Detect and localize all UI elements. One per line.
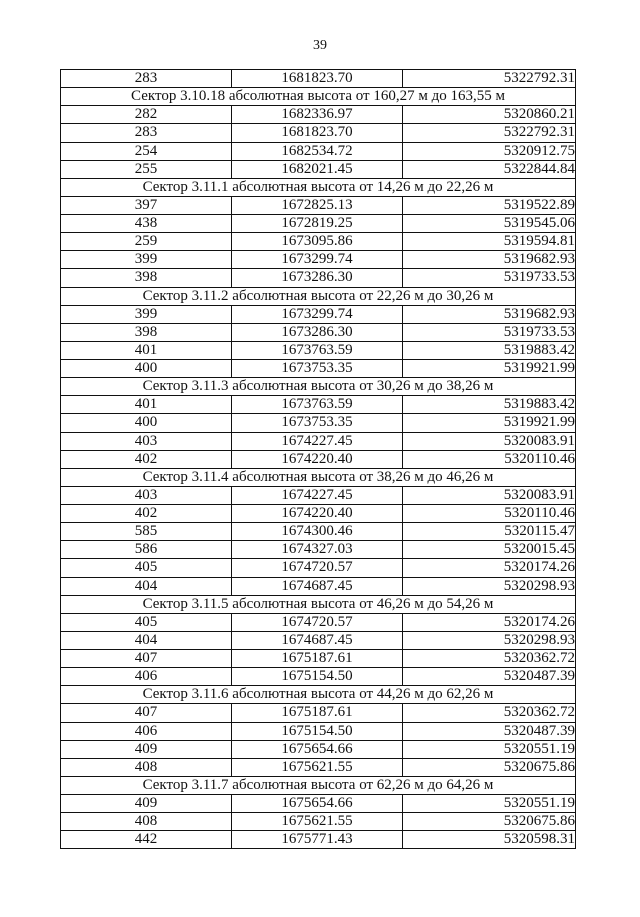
point-number: 400 — [61, 360, 232, 378]
table-row — [61, 196, 576, 214]
coordinate-x: 1674720.57 — [232, 559, 403, 577]
point-number: 407 — [61, 704, 232, 722]
table-row — [61, 450, 576, 468]
point-number: 399 — [61, 305, 232, 323]
coordinate-y: 5322792.31 — [403, 124, 576, 142]
coordinate-x: 1672825.13 — [232, 196, 403, 214]
point-number: 401 — [61, 341, 232, 359]
sector-header-row — [61, 776, 576, 794]
sector-title: Сектор 3.11.5 абсолютная высота от 46,26 м до 54,26 м — [61, 595, 576, 613]
coordinate-y: 5320083.91 — [403, 486, 576, 504]
point-number: 406 — [61, 722, 232, 740]
sector-title: Сектор 3.11.7 абсолютная высота от 62,26 м до 64,26 м — [61, 776, 576, 794]
table-row — [61, 613, 576, 631]
coordinate-y: 5320083.91 — [403, 432, 576, 450]
coordinate-y: 5319921.99 — [403, 414, 576, 432]
coordinate-y: 5320551.19 — [403, 740, 576, 758]
coordinate-x: 1682534.72 — [232, 142, 403, 160]
coordinate-x: 1673286.30 — [232, 269, 403, 287]
sector-header-row — [61, 88, 576, 106]
point-number: 399 — [61, 251, 232, 269]
point-number: 408 — [61, 813, 232, 831]
coordinate-x: 1674300.46 — [232, 523, 403, 541]
table-row — [61, 740, 576, 758]
table-row — [61, 795, 576, 813]
sector-header-row — [61, 378, 576, 396]
coordinate-y: 5319682.93 — [403, 305, 576, 323]
coordinate-x: 1674227.45 — [232, 486, 403, 504]
coordinate-x: 1675154.50 — [232, 668, 403, 686]
table-row — [61, 650, 576, 668]
coordinate-x: 1673299.74 — [232, 305, 403, 323]
point-number: 283 — [61, 70, 232, 88]
table-row — [61, 486, 576, 504]
table-row — [61, 432, 576, 450]
table-row — [61, 269, 576, 287]
coordinate-x: 1675621.55 — [232, 758, 403, 776]
coordinate-y: 5319733.53 — [403, 323, 576, 341]
point-number: 404 — [61, 631, 232, 649]
point-number: 397 — [61, 196, 232, 214]
table-row — [61, 523, 576, 541]
point-number: 408 — [61, 758, 232, 776]
coordinate-y: 5320115.47 — [403, 523, 576, 541]
coordinate-x: 1675187.61 — [232, 704, 403, 722]
coordinate-x: 1681823.70 — [232, 124, 403, 142]
point-number: 405 — [61, 559, 232, 577]
sector-title: Сектор 3.11.4 абсолютная высота от 38,26 м до 46,26 м — [61, 468, 576, 486]
table-row — [61, 233, 576, 251]
table-row — [61, 813, 576, 831]
coordinate-y: 5320675.86 — [403, 813, 576, 831]
coordinate-y: 5320298.93 — [403, 631, 576, 649]
page-number: 39 — [313, 38, 327, 53]
table-row — [61, 505, 576, 523]
table-row — [61, 414, 576, 432]
table-row — [61, 577, 576, 595]
sector-title: Сектор 3.11.6 абсолютная высота от 44,26 м до 62,26 м — [61, 686, 576, 704]
coordinate-y: 5320362.72 — [403, 704, 576, 722]
coordinate-y: 5319522.89 — [403, 196, 576, 214]
coordinate-x: 1674227.45 — [232, 432, 403, 450]
table-row — [61, 106, 576, 124]
table-row — [61, 215, 576, 233]
coordinate-x: 1682021.45 — [232, 160, 403, 178]
table-row — [61, 251, 576, 269]
table-row — [61, 305, 576, 323]
point-number: 402 — [61, 505, 232, 523]
coordinate-x: 1674687.45 — [232, 631, 403, 649]
point-number: 403 — [61, 486, 232, 504]
point-number: 259 — [61, 233, 232, 251]
coordinate-x: 1675654.66 — [232, 795, 403, 813]
sector-header-row — [61, 178, 576, 196]
sector-title: Сектор 3.11.1 абсолютная высота от 14,26 м до 22,26 м — [61, 178, 576, 196]
coordinate-y: 5320298.93 — [403, 577, 576, 595]
point-number: 403 — [61, 432, 232, 450]
coordinate-x: 1675187.61 — [232, 650, 403, 668]
point-number: 282 — [61, 106, 232, 124]
coordinate-x: 1673286.30 — [232, 323, 403, 341]
coordinate-y: 5320487.39 — [403, 668, 576, 686]
coordinate-y: 5320487.39 — [403, 722, 576, 740]
sector-header-row — [61, 287, 576, 305]
coordinate-y: 5322844.84 — [403, 160, 576, 178]
coordinate-x: 1673753.35 — [232, 360, 403, 378]
point-number: 398 — [61, 323, 232, 341]
coordinate-y: 5320675.86 — [403, 758, 576, 776]
coordinate-y: 5320174.26 — [403, 559, 576, 577]
coordinate-y: 5319733.53 — [403, 269, 576, 287]
table-row — [61, 831, 576, 849]
table-row — [61, 631, 576, 649]
point-number: 398 — [61, 269, 232, 287]
point-number: 438 — [61, 215, 232, 233]
table-row — [61, 142, 576, 160]
coordinate-x: 1673763.59 — [232, 341, 403, 359]
table-row — [61, 758, 576, 776]
point-number: 585 — [61, 523, 232, 541]
table-row — [61, 704, 576, 722]
coordinate-y: 5322792.31 — [403, 70, 576, 88]
sector-header-row — [61, 468, 576, 486]
point-number: 283 — [61, 124, 232, 142]
point-number: 407 — [61, 650, 232, 668]
coordinate-y: 5319545.06 — [403, 215, 576, 233]
coordinate-y: 5319883.42 — [403, 396, 576, 414]
sector-title: Сектор 3.11.2 абсолютная высота от 22,26 м до 30,26 м — [61, 287, 576, 305]
point-number: 254 — [61, 142, 232, 160]
coordinate-y: 5319921.99 — [403, 360, 576, 378]
coordinate-x: 1673095.86 — [232, 233, 403, 251]
coordinate-x: 1675154.50 — [232, 722, 403, 740]
coordinate-x: 1672819.25 — [232, 215, 403, 233]
coordinate-x: 1682336.97 — [232, 106, 403, 124]
table-row — [61, 541, 576, 559]
table-row — [61, 323, 576, 341]
coordinate-x: 1675771.43 — [232, 831, 403, 849]
coordinate-x: 1674720.57 — [232, 613, 403, 631]
point-number: 401 — [61, 396, 232, 414]
sector-title: Сектор 3.11.3 абсолютная высота от 30,26 м до 38,26 м — [61, 378, 576, 396]
table-row — [61, 559, 576, 577]
coordinate-y: 5319594.81 — [403, 233, 576, 251]
table-row — [61, 360, 576, 378]
coordinate-y: 5320110.46 — [403, 450, 576, 468]
table-row — [61, 722, 576, 740]
point-number: 409 — [61, 740, 232, 758]
table-row — [61, 396, 576, 414]
sector-header-row — [61, 595, 576, 613]
coordinate-y: 5320174.26 — [403, 613, 576, 631]
coordinate-x: 1675621.55 — [232, 813, 403, 831]
table-row — [61, 160, 576, 178]
coordinate-x: 1674327.03 — [232, 541, 403, 559]
point-number: 404 — [61, 577, 232, 595]
coordinate-x: 1675654.66 — [232, 740, 403, 758]
table-row — [61, 124, 576, 142]
coordinate-x: 1673763.59 — [232, 396, 403, 414]
table-row — [61, 668, 576, 686]
coordinate-x: 1674220.40 — [232, 505, 403, 523]
coordinate-y: 5320015.45 — [403, 541, 576, 559]
coordinate-y: 5320860.21 — [403, 106, 576, 124]
coordinate-y: 5320362.72 — [403, 650, 576, 668]
coordinate-y: 5320110.46 — [403, 505, 576, 523]
point-number: 409 — [61, 795, 232, 813]
point-number: 402 — [61, 450, 232, 468]
coordinate-x: 1681823.70 — [232, 70, 403, 88]
table-row — [61, 70, 576, 88]
table-row — [61, 341, 576, 359]
coordinate-y: 5320551.19 — [403, 795, 576, 813]
coordinate-y: 5319883.42 — [403, 341, 576, 359]
coordinate-x: 1673753.35 — [232, 414, 403, 432]
point-number: 442 — [61, 831, 232, 849]
coordinate-y: 5320912.75 — [403, 142, 576, 160]
point-number: 255 — [61, 160, 232, 178]
point-number: 586 — [61, 541, 232, 559]
coordinates-table — [60, 69, 576, 849]
point-number: 406 — [61, 668, 232, 686]
point-number: 400 — [61, 414, 232, 432]
coordinate-x: 1673299.74 — [232, 251, 403, 269]
coordinate-x: 1674687.45 — [232, 577, 403, 595]
sector-title: Сектор 3.10.18 абсолютная высота от 160,27 м до 163,55 м — [61, 88, 576, 106]
sector-header-row — [61, 686, 576, 704]
coordinate-y: 5319682.93 — [403, 251, 576, 269]
point-number: 405 — [61, 613, 232, 631]
coordinate-x: 1674220.40 — [232, 450, 403, 468]
coordinate-y: 5320598.31 — [403, 831, 576, 849]
